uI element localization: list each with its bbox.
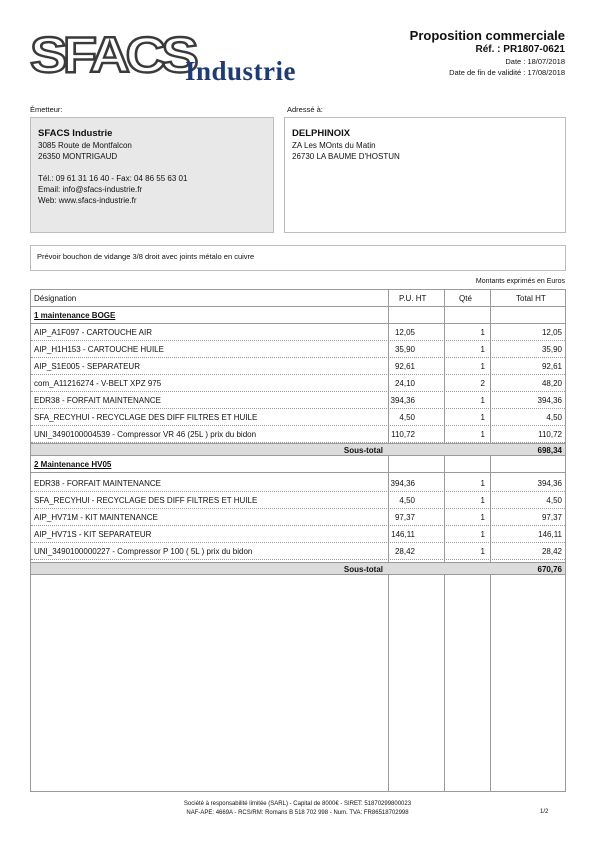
item-designation: SFA_RECYHUI - RECYCLAGE DES DIFF FILTRES ET HUILE [34,413,258,422]
section-title: 1 maintenance BOGE [34,311,116,320]
table-header-row [31,290,565,307]
item-quantity: 1 [480,345,485,354]
recipient-address-line: ZA Les MOnts du Matin [292,141,376,150]
sender-address-line: 3085 Route de Montfalcon [38,141,132,150]
sender-website: Web: www.sfacs-industrie.fr [38,196,137,205]
subtotal-row [31,562,565,575]
table-row [31,526,565,543]
item-unit-price: 28,42 [394,547,415,556]
footer-registration-line: NAF-APE: 4669A - RCS/RM: Romans B 518 702 998 - Num. TVA: FR86518702998 [186,810,409,816]
table-row [31,392,565,409]
item-unit-price: 394,36 [390,479,415,488]
note-box [30,245,566,271]
item-unit-price: 35,90 [394,345,415,354]
sender-box [30,117,274,233]
item-total: 394,36 [537,396,562,405]
item-designation: UNI_3490100004539 - Compressor VR 46 (25L ) prix du bidon [34,430,257,439]
table-row [31,409,565,426]
validity-date: Date de fin de validité : 17/08/2018 [449,68,565,77]
table-row [31,324,565,341]
recipient-city-line: 26730 LA BAUME D'HOSTUN [292,152,400,161]
col-header-quantity: Qté [459,294,472,303]
item-quantity: 1 [480,547,485,556]
col-header-total: Total HT [516,294,546,303]
item-quantity: 1 [480,413,485,422]
table-row [31,543,565,560]
company-logo [30,27,320,88]
document-reference: Réf. : PR1807-0621 [475,44,565,55]
table-row [31,375,565,392]
item-designation: AIP_HV71M - KIT MAINTENANCE [34,513,158,522]
section-row [31,456,565,473]
item-total: 35,90 [541,345,562,354]
sender-label: Émetteur: [30,105,63,114]
section-row [31,307,565,324]
item-quantity: 1 [480,479,485,488]
col-header-unit-price: P.U. HT [399,294,427,303]
item-unit-price: 97,37 [394,513,415,522]
item-unit-price: 12,05 [394,328,415,337]
subtotal-label: Sous-total [343,565,383,574]
subtotal-row [31,443,565,456]
sender-city-line: 26350 MONTRIGAUD [38,152,118,161]
table-row [31,509,565,526]
item-unit-price: 24,10 [394,379,415,388]
item-quantity: 1 [480,530,485,539]
item-total: 4,50 [546,413,562,422]
item-designation: EDR38 - FORFAIT MAINTENANCE [34,479,161,488]
recipient-label: Adressé à: [287,105,323,114]
col-header-designation: Désignation [34,294,77,303]
currency-note: Montants exprimés en Euros [475,278,565,285]
subtotal-label: Sous-total [343,446,383,455]
item-designation: UNI_3490100000227 - Compressor P 100 ( 5L ) prix du bidon [34,547,253,556]
document-date: Date : 18/07/2018 [505,57,565,66]
item-quantity: 1 [480,328,485,337]
page-number: 1/2 [540,809,549,815]
item-quantity: 1 [480,430,485,439]
item-total: 28,42 [541,547,562,556]
item-quantity: 1 [480,362,485,371]
item-total: 97,37 [541,513,562,522]
section-title: 2 Maintenance HV05 [34,460,112,469]
item-total: 4,50 [546,496,562,505]
item-unit-price: 110,72 [391,430,415,439]
item-designation: AIP_HV71S - KIT SEPARATEUR [34,530,152,539]
logo-suffix: Industrie [185,56,297,86]
item-designation: AIP_A1F097 - CARTOUCHE AIR [34,328,152,337]
subtotal-value: 698,34 [537,446,562,455]
table-row [31,492,565,509]
subtotal-value: 670,76 [537,565,562,574]
item-quantity: 2 [480,379,485,388]
document-title: Proposition commerciale [409,28,565,43]
item-unit-price: 146,11 [391,530,415,539]
item-total: 12,05 [541,328,562,337]
item-quantity: 1 [480,513,485,522]
item-unit-price: 4,50 [399,496,415,505]
document-header [410,28,565,78]
footer-legal-line: Société à responsabilité limitée (SARL) - Capital de 8000€ - SIRET: 51870299800023 [183,801,412,807]
table-row [31,475,565,492]
sender-phone: Tél.: 09 61 31 16 40 - Fax: 04 86 55 63 01 [38,174,188,183]
recipient-box [284,117,566,233]
quote-table [30,289,566,792]
item-quantity: 1 [480,396,485,405]
item-total: 92,61 [541,362,562,371]
item-unit-price: 92,61 [394,362,415,371]
item-designation: com_A11216274 - V-BELT XPZ 975 [34,379,162,388]
sender-email: Email: info@sfacs-industrie.fr [38,185,143,194]
table-row [31,426,565,443]
item-designation: SFA_RECYHUI - RECYCLAGE DES DIFF FILTRES ET HUILE [34,496,258,505]
item-total: 110,72 [538,430,562,439]
item-designation: AIP_S1E005 - SEPARATEUR [34,362,140,371]
item-quantity: 1 [480,496,485,505]
table-row [31,341,565,358]
item-total: 146,11 [538,530,562,539]
sender-name: SFACS Industrie [38,128,113,139]
item-total: 48,20 [541,379,562,388]
legal-footer [0,800,595,818]
item-unit-price: 4,50 [399,413,415,422]
item-designation: AIP_H1H153 - CARTOUCHE HUILE [34,345,164,354]
item-designation: EDR38 - FORFAIT MAINTENANCE [34,396,161,405]
table-row [31,358,565,375]
note-text: Prévoir bouchon de vidange 3/8 droit avec joints métalo en cuivre [37,252,255,261]
recipient-name: DELPHINOIX [292,128,351,139]
item-total: 394,36 [537,479,562,488]
item-unit-price: 394,36 [390,396,415,405]
logo-brand: SFACS [30,27,195,83]
